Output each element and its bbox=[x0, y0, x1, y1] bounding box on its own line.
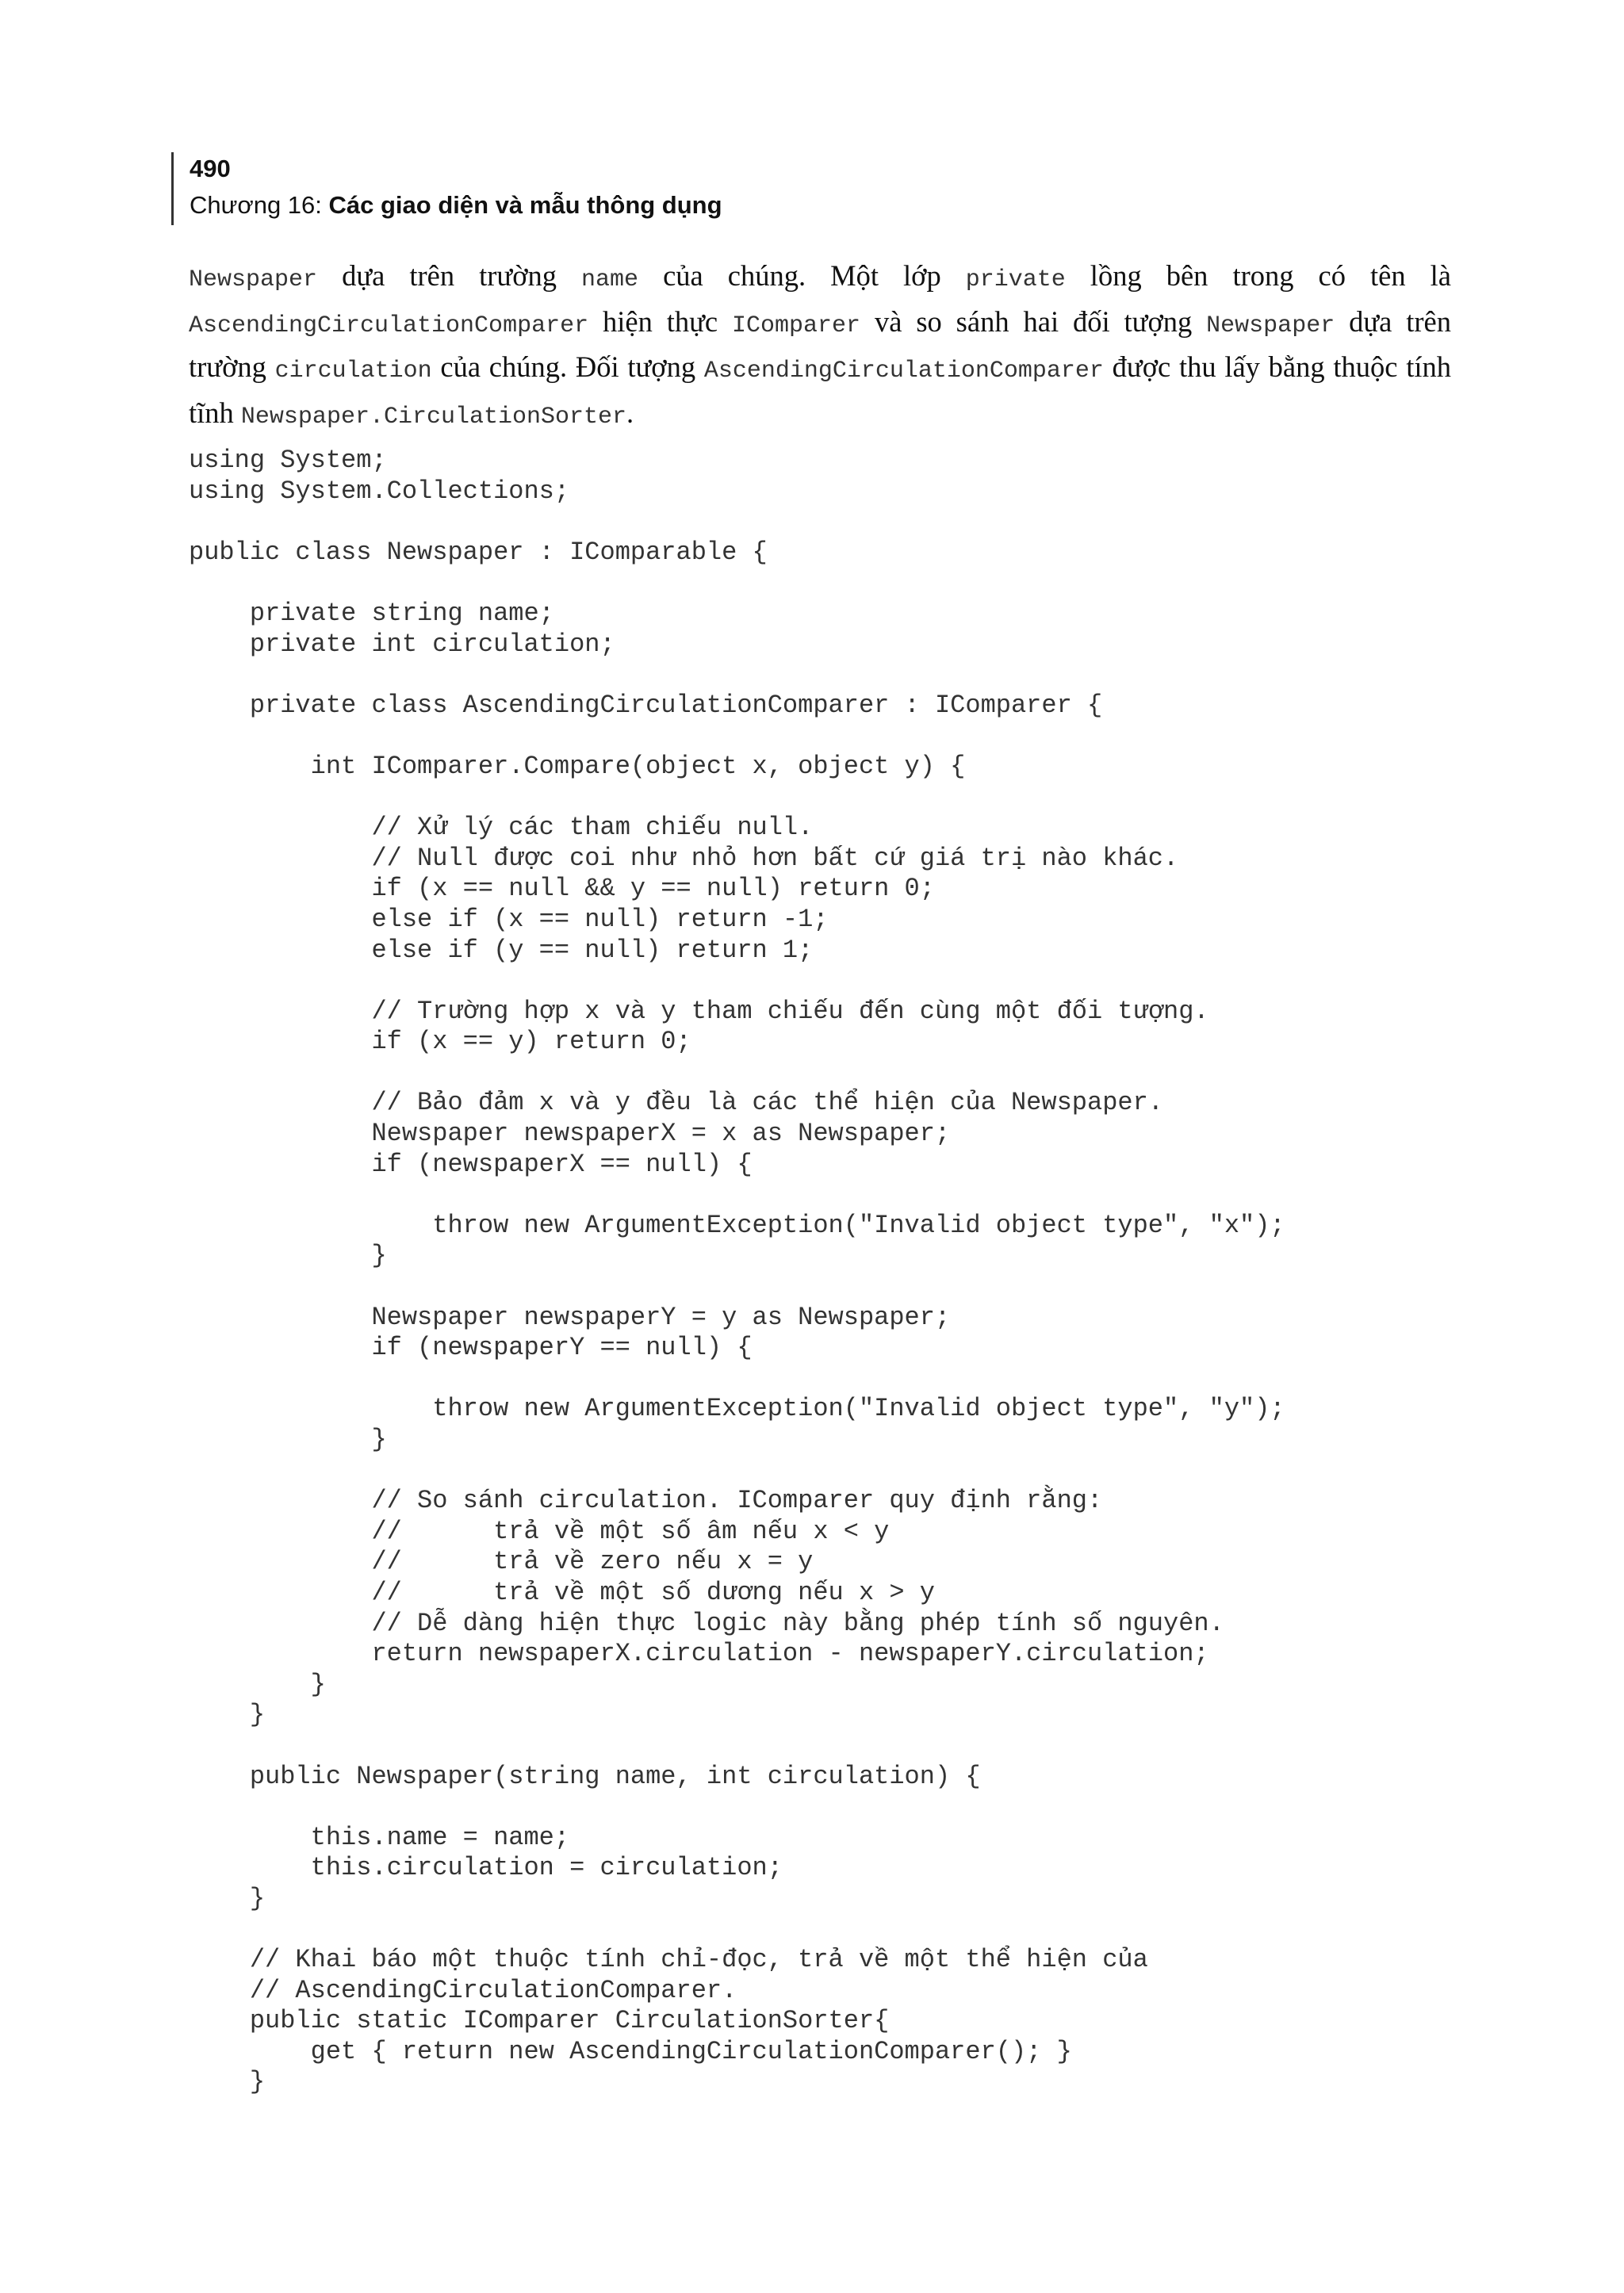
code-line: } bbox=[189, 1669, 326, 1699]
intro-text: dựa trên trường bbox=[189, 304, 1451, 383]
code-line bbox=[189, 1456, 1285, 1487]
code-line: throw new ArgumentException("Invalid object type", "x"); bbox=[189, 1210, 1285, 1240]
code-line: int IComparer.Compare(object x, object y) { bbox=[189, 751, 966, 781]
code-line: // Khai báo một thuộc tính chỉ-đọc, trả về một thể hiện của bbox=[189, 1945, 1148, 1975]
code-line: get { return new AscendingCirculationComparer(); } bbox=[189, 2036, 1072, 2066]
code-line: if (x == y) return 0; bbox=[189, 1027, 691, 1057]
code-line bbox=[189, 1792, 1285, 1823]
code-line bbox=[189, 1272, 1285, 1303]
intro-text: được thu lấy bằng thuộc tính tĩnh bbox=[189, 350, 1451, 429]
code-line: else if (x == null) return -1; bbox=[189, 904, 829, 934]
intro-text: lồng bên trong có tên là bbox=[1065, 259, 1451, 292]
code-line: else if (y == null) return 1; bbox=[189, 935, 814, 965]
intro-text: và so sánh hai đối tượng bbox=[860, 304, 1207, 338]
code-line bbox=[189, 783, 1285, 813]
code-line: // Bảo đảm x và y đều là các thể hiện của Newspaper. bbox=[189, 1088, 1163, 1118]
chapter-heading bbox=[190, 186, 722, 225]
inline-code: Newspaper.CirculationSorter bbox=[240, 403, 627, 431]
page-header bbox=[171, 152, 722, 225]
code-line bbox=[189, 1180, 1285, 1211]
code-line: } bbox=[189, 1425, 387, 1454]
intro-text: của chúng. Một lớp bbox=[638, 259, 966, 292]
inline-code: private bbox=[965, 266, 1066, 293]
code-line: throw new ArgumentException("Invalid object type", "y"); bbox=[189, 1394, 1285, 1424]
code-line: if (x == null && y == null) return 0; bbox=[189, 874, 935, 904]
inline-code: Newspaper bbox=[1206, 312, 1335, 339]
code-line: if (newspaperY == null) { bbox=[189, 1333, 753, 1363]
intro-text: của chúng. Đối tượng bbox=[431, 350, 704, 383]
intro-text: dựa trên trường bbox=[317, 259, 582, 292]
inline-code: AscendingCirculationComparer bbox=[703, 358, 1104, 385]
code-line bbox=[189, 1058, 1285, 1089]
code-line: private class AscendingCirculationComparer : IComparer { bbox=[189, 690, 1103, 720]
intro-text: . bbox=[626, 396, 634, 429]
code-line: Newspaper newspaperX = x as Newspaper; bbox=[189, 1119, 951, 1149]
code-line: // AscendingCirculationComparer. bbox=[189, 1975, 737, 2005]
inline-code: Newspaper bbox=[189, 266, 318, 293]
code-line: return newspaperX.circulation - newspaperY.circulation; bbox=[189, 1639, 1209, 1669]
code-line bbox=[189, 660, 1285, 691]
code-line bbox=[189, 966, 1285, 997]
page-number: 490 bbox=[190, 155, 231, 182]
code-line bbox=[189, 721, 1285, 752]
inline-code: circulation bbox=[274, 358, 432, 385]
inline-code: IComparer bbox=[732, 312, 861, 339]
code-line: // trả về một số âm nếu x < y bbox=[189, 1516, 890, 1546]
code-line: using System.Collections; bbox=[189, 476, 570, 506]
code-line: public class Newspaper : IComparable { bbox=[189, 537, 768, 567]
code-listing bbox=[189, 446, 1285, 2098]
code-line: } bbox=[189, 1700, 266, 1730]
code-line: // trả về zero nếu x = y bbox=[189, 1547, 814, 1577]
intro-paragraph bbox=[189, 255, 1451, 438]
code-line: } bbox=[189, 1241, 387, 1271]
code-line: using System; bbox=[189, 446, 387, 475]
code-line bbox=[189, 1364, 1285, 1395]
code-line: // Trường hợp x và y tham chiếu đến cùng một đối tượng. bbox=[189, 996, 1209, 1026]
inline-code: name bbox=[581, 266, 639, 293]
chapter-prefix: Chương 16: bbox=[190, 191, 329, 219]
code-line: // Xử lý các tham chiếu null. bbox=[189, 813, 814, 843]
code-line bbox=[189, 1731, 1285, 1762]
code-line: this.circulation = circulation; bbox=[189, 1853, 783, 1883]
code-line: } bbox=[189, 1883, 266, 1913]
code-line: // Dễ dàng hiện thực logic này bằng phép tính số nguyên. bbox=[189, 1608, 1224, 1638]
code-line: // So sánh circulation. IComparer quy định rằng: bbox=[189, 1486, 1103, 1516]
code-line: // trả về một số dương nếu x > y bbox=[189, 1577, 935, 1607]
code-line: private string name; bbox=[189, 598, 554, 628]
code-line: Newspaper newspaperY = y as Newspaper; bbox=[189, 1302, 951, 1332]
inline-code: AscendingCirculationComparer bbox=[189, 312, 589, 339]
code-line: private int circulation; bbox=[189, 629, 615, 659]
code-line: public Newspaper(string name, int circulation) { bbox=[189, 1761, 981, 1791]
code-line: } bbox=[189, 2067, 266, 2097]
code-line: if (newspaperX == null) { bbox=[189, 1149, 753, 1179]
code-line: // Null được coi như nhỏ hơn bất cứ giá trị nào khác. bbox=[189, 843, 1179, 873]
chapter-title: Các giao diện và mẫu thông dụng bbox=[328, 191, 722, 219]
intro-text: hiện thực bbox=[588, 304, 733, 338]
code-line: public static IComparer CirculationSorter{ bbox=[189, 2006, 890, 2036]
code-line bbox=[189, 1915, 1285, 1946]
code-line bbox=[189, 507, 1285, 538]
code-line: this.name = name; bbox=[189, 1822, 570, 1852]
code-line bbox=[189, 568, 1285, 599]
